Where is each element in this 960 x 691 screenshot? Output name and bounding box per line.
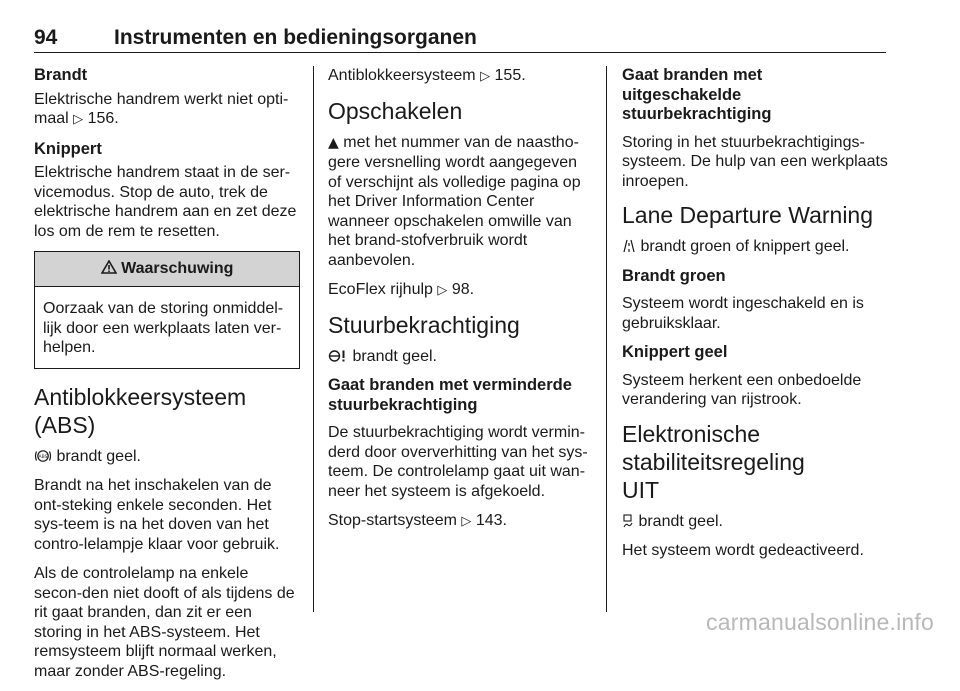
brandt-text: Elektrische handrem werkt niet opti-maal (34, 90, 289, 127)
brandt-groen-text: Systeem wordt ingeschakeld en is gebruiksklaar. (622, 295, 864, 332)
svg-text:ABS: ABS (38, 454, 48, 460)
warning-title: Waarschuwing (121, 260, 234, 277)
page-header-title: Instrumenten en bedieningsorganen (114, 26, 477, 49)
ecoflex-ref: 98. (451, 281, 475, 298)
opschakelen-paragraph (328, 133, 592, 271)
warning-header (35, 252, 299, 287)
stopstart-line (328, 511, 592, 532)
esc-heading: Elektronische stabiliteitsregeling UIT (622, 420, 805, 503)
upshift-triangle-icon: ▲ (328, 134, 339, 151)
abs-ref: 155. (494, 67, 526, 84)
uitgeschakelde-heading: Gaat branden met uitgeschakelde stuurbekrachtiging (622, 66, 772, 123)
brandt-paragraph (34, 90, 300, 130)
brandt-groen-heading: Brandt groen (622, 266, 726, 285)
stuurbekrachtiging-heading: Stuurbekrachtiging (328, 311, 520, 338)
page-number: 94 (34, 26, 58, 49)
abs-lamp-icon (34, 448, 56, 465)
knippert-text: Elektrische handrem staat in de ser-vicemodus. Stop de auto, trek de elektrische handrem aan en zet deze los om de rem te resetten. (34, 164, 297, 240)
steering-wheel-icon (328, 348, 352, 365)
knippert-geel-text: Systeem herkent een onbedoelde verandering van rijstrook. (622, 371, 862, 408)
ecoflex-line (328, 280, 592, 301)
lane-departure-heading: Lane Departure Warning (622, 202, 874, 228)
lane-icon-text: brandt groen of knippert geel. (640, 238, 850, 255)
footer-watermark: carmanualsonline.info (706, 609, 934, 635)
esc-icon-line (622, 512, 888, 532)
column-divider-1 (313, 66, 314, 612)
warning-text: Oorzaak van de storing onmiddel-lijk door een werkplaats laten ver-helpen. (43, 300, 284, 356)
brandt-ref: 156. (87, 110, 119, 127)
esc-text: Het systeem wordt gedeactiveerd. (622, 542, 864, 559)
knippert-geel-heading: Knippert geel (622, 343, 728, 361)
opschakelen-heading: Opschakelen (328, 97, 463, 124)
abs-paragraph-2: Als de controlelamp na enkele secon-den niet dooft of als tijdens de rit gaat branden, dan zit er een storing in het ABS-systeem. Het remsysteem blijft normaal werken, maar zonder ABS-regeling. (34, 565, 295, 680)
esc-icon-text: brandt geel. (638, 512, 723, 530)
abs-icon-line (34, 447, 300, 467)
gaat-branden-heading: Gaat branden met verminderde stuurbekrachtiging (328, 376, 572, 414)
abs-ref-text: Antiblokkeersysteem (328, 67, 476, 84)
stopstart-text: Stop-startsysteem (328, 512, 457, 529)
gaat-branden-text: De stuurbekrachtiging wordt vermin-derd door oververhitting van het sys-teem. De controlelamp gaat uit wan-neer het systeem is afgekoeld. (328, 424, 588, 500)
stuur-icon-line (328, 347, 592, 367)
warning-box (34, 251, 300, 369)
arrow-right-icon: ▷ (73, 112, 84, 127)
stopstart-ref: 143. (475, 512, 507, 529)
abs-heading: Antiblokkeersysteem (ABS) (34, 383, 247, 438)
brandt-heading: Brandt (34, 66, 88, 84)
knippert-heading: Knippert (34, 139, 102, 158)
arrow-right-icon: ▷ (480, 69, 491, 84)
arrow-right-icon: ▷ (461, 514, 472, 529)
opschakelen-text: met het nummer van de naastho-gere versnelling wordt aangegeven of verschijnt als volledige pagina op het Driver Information Center wanneer opschakelen omwille van het brand-stofverbruik wordt aanbevolen. (328, 133, 581, 269)
stuur-icon-text: brandt geel. (352, 347, 437, 365)
abs-ref-line (328, 66, 592, 87)
column-1 (34, 66, 300, 691)
column-divider-2 (606, 66, 607, 612)
column-3 (622, 66, 888, 571)
column-2 (328, 66, 592, 542)
abs-icon-text: brandt geel. (56, 447, 141, 465)
lane-departure-icon (622, 238, 640, 255)
ecoflex-text: EcoFlex rijhulp (328, 281, 433, 298)
uitgeschakelde-text: Storing in het stuurbekrachtigings-systeem. De hulp van een werkplaats inroepen. (622, 133, 888, 190)
warning-triangle-icon (101, 260, 121, 277)
lane-icon-line (622, 237, 888, 257)
esc-off-icon (622, 513, 638, 530)
arrow-right-icon: ▷ (437, 283, 448, 298)
header-divider (34, 52, 886, 53)
abs-paragraph-1: Brandt na het inschakelen van de ont-steking enkele seconden. Het sys-teem is na het doven van het contro-lelampje klaar voor gebruik. (34, 477, 280, 553)
